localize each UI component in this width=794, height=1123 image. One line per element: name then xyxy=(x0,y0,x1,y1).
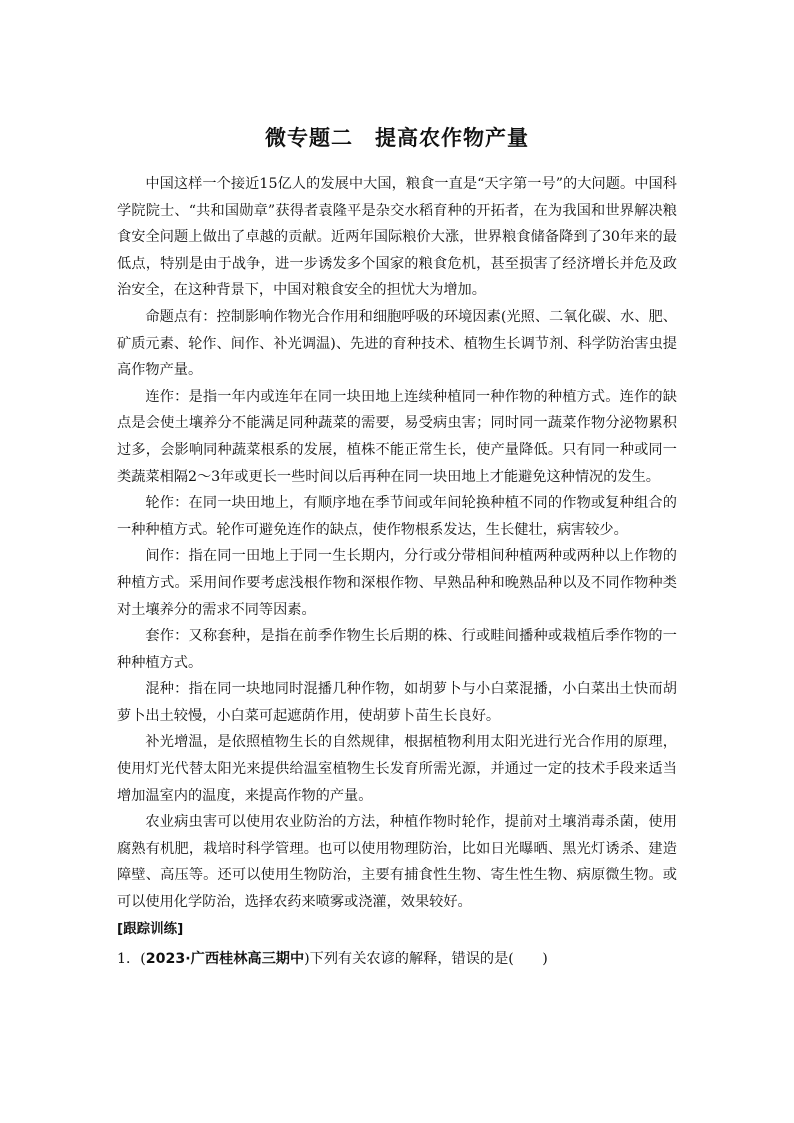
question-source: 2023·广西桂林高三期中 xyxy=(145,951,305,968)
question-text: )下列有关农谚的解释，错误的是( ) xyxy=(304,951,548,968)
continuous-cropping-paragraph: 连作：是指一年内或连年在同一块田地上连续种植同一种作物的种植方式。连作的缺点是会使土壤养分不能满足同种蔬菜的需要，易受病虫害；同时同一蔬菜作物分泌物累积过多，会影响同种蔬菜根系的发展，植株不能正常生长，使产量降低。只有同一种或同一类蔬菜相隔2～3年或更长一些时间以后再种在同一块田地上才能避免这种情况的发生。 xyxy=(117,388,677,485)
intro-paragraph: 中国这样一个接近15亿人的发展中大国，粮食一直是“天字第一号”的大问题。中国科学院院士、“共和国勋章”获得者袁隆平是杂交水稻育种的开拓者，在为我国和世界解决粮食安全问题上做出了卓越的贡献。近两年国际粮价大涨，世界粮食储备降到了30年来的最低点，特别是由于战争，进一步诱发多个国家的粮食危机，甚至损害了经济增长并危及政治安全，在这种背景下，中国对粮食安全的担忧大为增加。 xyxy=(117,176,677,299)
page-title: 微专题二 提高农作物产量 xyxy=(265,126,529,150)
exam-points-paragraph: 命题点有：控制影响作物光合作用和细胞呼吸的环境因素(光照、二氧化碳、水、肥、矿质元素、轮作、间作、补光调温)、先进的育种技术、植物生长调节剂、科学防治害虫提高作物产量。 xyxy=(117,308,677,379)
document-body xyxy=(117,171,677,973)
supplemental-light-paragraph: 补光增温，是依照植物生长的自然规律，根据植物利用太阳光进行光合作用的原理，使用灯光代替太阳光来提供给温室植物生长发育所需光源，并通过一定的技术手段来适当增加温室内的温度，来提高作物的产量。 xyxy=(117,734,677,804)
question-number: 1．( xyxy=(117,951,146,968)
practice-section-label: [跟踪训练] xyxy=(117,920,184,937)
question-1 xyxy=(117,946,677,973)
mixed-cropping-paragraph: 混种：指在同一块地同时混播几种作物，如胡萝卜与小白菜混播，小白菜出土快而胡萝卜出土较慢，小白菜可起遮荫作用，使胡萝卜苗生长良好。 xyxy=(117,681,677,724)
pest-control-paragraph: 农业病虫害可以使用农业防治的方法，种植作物时轮作，提前对土壤消毒杀菌，使用腐熟有机肥，栽培时科学管理。也可以使用物理防治，比如日光曝晒、黑光灯诱杀、建造障壁、高压等。还可以使用生物防治，主要有捕食性生物、寄生性生物、病原微生物。或可以使用化学防治，选择农药来喷雾或浇灌，效果较好。 xyxy=(117,814,677,911)
relay-cropping-paragraph: 套作：又称套种，是指在前季作物生长后期的株、行或畦间播种或栽植后季作物的一种种植方式。 xyxy=(117,628,677,671)
intercropping-paragraph: 间作：指在同一田地上于同一生长期内，分行或分带相间种植两种或两种以上作物的种植方式。采用间作要考虑浅根作物和深根作物、早熟品种和晚熟品种以及不同作物种类对土壤养分的需求不同等因素。 xyxy=(117,548,677,618)
crop-rotation-paragraph: 轮作：在同一块田地上，有顺序地在季节间或年间轮换种植不同的作物或复种组合的一种种植方式。轮作可避免连作的缺点，使作物根系发达，生长健壮，病害较少。 xyxy=(117,495,677,538)
